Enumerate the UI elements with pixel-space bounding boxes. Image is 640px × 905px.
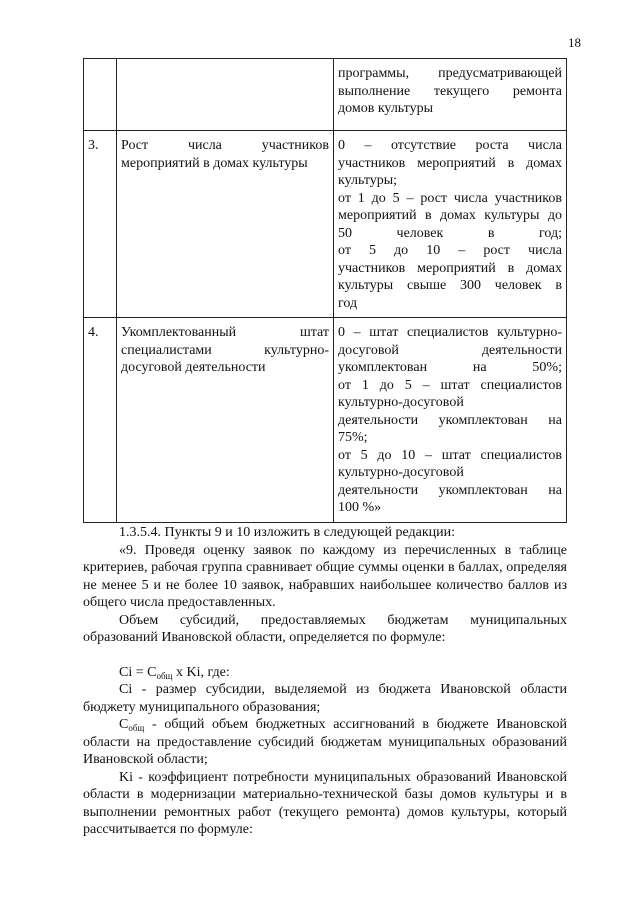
page-number: 18 — [568, 35, 581, 50]
table-row — [84, 59, 567, 131]
row-number — [84, 59, 117, 131]
criterion-description-line: домов культуры — [338, 101, 433, 116]
criterion-description-line: год — [338, 295, 358, 311]
criterion-name — [117, 131, 334, 318]
definition-ki: Ki - коэффициент потребности муниципальных образований Ивановской области в модернизации материально-технической базы домов культуры и в выполнении ремонтных работ (текущего ремонта) домов культуры, который рассчитывается по формуле: — [83, 769, 567, 837]
document-body — [83, 524, 567, 839]
criterion-description-line: программы, предусматривающей — [338, 66, 562, 81]
row-number: 4. — [84, 318, 117, 523]
criterion-name-line: Рост числа участников — [121, 138, 329, 153]
criterion-description-line: от 1 до 5 – штат специалистов — [338, 377, 562, 393]
criterion-description-line: деятельности укомплектован на — [338, 412, 562, 428]
criterion-description-line: участников мероприятий в домах — [338, 260, 562, 276]
definition-cobsch: $C_{общ}$ - общий объем бюджетных ассигнований в бюджете Ивановской области на предоставление субсидий бюджетам муниципальных образований Ивановской области; — [83, 717, 567, 767]
criterion-description-line: культурно-досуговой — [338, 465, 464, 480]
criterion-description-line: 75%; — [338, 430, 368, 445]
definition-ci: Ci - размер субсидии, выделяемой из бюджета Ивановской области бюджету муниципального образования; — [83, 682, 567, 715]
criterion-name-line: специалистами культурно- — [121, 342, 329, 358]
formula: $Ci = C_{общ}$ x Ki, где: — [119, 664, 230, 681]
criterion-description-line: культуры; — [338, 173, 398, 188]
criterion-description-line: от 5 до 10 – штат специалистов — [338, 447, 562, 463]
criterion-description-line: досуговой деятельности — [338, 342, 562, 358]
paragraph-amendment: 1.3.5.4. Пункты 9 и 10 изложить в следующей редакции: — [119, 525, 456, 540]
criterion-description-line: выполнение текущего ремонта — [338, 83, 562, 99]
criterion-name-line: мероприятий в домах культуры — [121, 155, 308, 171]
criterion-name-line: досуговой деятельности — [121, 360, 266, 375]
criterion-description-line: культуры свыше 300 человек в — [338, 278, 562, 293]
paragraph-subsidy-volume: Объем субсидий, предоставляемых бюджетам муниципальных образований Ивановской области, определяется по формуле: — [83, 612, 567, 645]
criterion-description-line: участников мероприятий в домах — [338, 155, 562, 171]
criterion-description-line: от 5 до 10 – рост числа — [338, 243, 562, 258]
criterion-name — [117, 59, 334, 131]
criterion-description-line: 100 %» — [338, 500, 382, 515]
row-number: 3. — [84, 131, 117, 318]
criterion-description-line: деятельности укомплектован на — [338, 482, 562, 498]
criterion-description — [334, 59, 567, 131]
criterion-description — [334, 318, 567, 523]
table-row — [84, 318, 567, 523]
criterion-description — [334, 131, 567, 318]
criterion-description-line: мероприятий в домах культуры до — [338, 208, 562, 223]
criterion-description-line: 0 – штат специалистов культурно- — [338, 325, 562, 340]
criterion-description-line: 50 человек в год; — [338, 225, 562, 241]
criterion-name-line: Укомплектованный штат — [121, 325, 329, 340]
paragraph-evaluation: «9. Проведя оценку заявок по каждому из перечисленных в таблице критериев, рабочая группа сравнивает общие суммы оценки в баллах, определяя не менее 5 и не более 10 заявок, набравших наибольшее количество баллов из общего числа предоставленных. — [83, 542, 567, 610]
criterion-description-line: укомплектован на 50%; — [338, 360, 562, 375]
criterion-name — [117, 318, 334, 523]
table-row — [84, 131, 567, 318]
criteria-table — [83, 58, 567, 523]
criterion-description-line: культурно-досуговой — [338, 395, 464, 410]
criterion-description-line: от 1 до 5 – рост числа участников — [338, 190, 562, 206]
criterion-description-line: 0 – отсутствие роста числа — [338, 138, 562, 153]
